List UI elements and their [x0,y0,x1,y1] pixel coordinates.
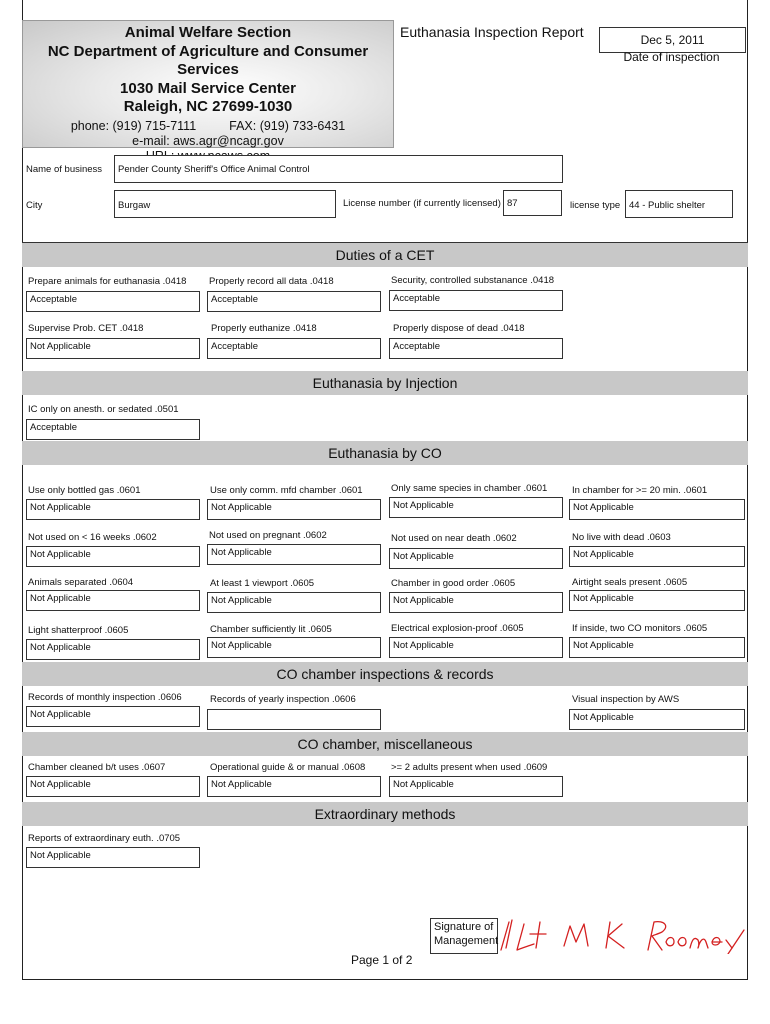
signature-label-line1: Signature of [434,921,494,933]
item-label: Animals separated .0604 [28,577,134,588]
item-field[interactable]: Not Applicable [389,592,563,613]
item-field[interactable]: Not Applicable [26,499,200,520]
agency-mail-center: 1030 Mail Service Center [120,79,296,97]
item-field[interactable]: Not Applicable [26,847,200,868]
item-field[interactable] [207,709,381,730]
item-label: Supervise Prob. CET .0418 [28,323,144,334]
item-label: Records of monthly inspection .0606 [28,692,182,703]
item-label: If inside, two CO monitors .0605 [572,623,708,634]
item-field[interactable]: Not Applicable [207,776,381,797]
license-type-field[interactable]: 44 - Public shelter [625,190,733,218]
item-label: Only same species in chamber .0601 [391,483,548,494]
item-field[interactable]: Not Applicable [207,544,381,565]
item-field[interactable]: Acceptable [207,291,381,312]
item-field[interactable]: Acceptable [389,338,563,359]
item-label: In chamber for >= 20 min. .0601 [572,485,708,496]
section-bar-injection: Euthanasia by Injection [22,371,748,395]
item-label: Not used on pregnant .0602 [209,530,327,541]
agency-department: NC Department of Agriculture and Consumer Services [47,42,369,78]
business-name-label: Name of business [26,164,103,175]
item-field[interactable]: Not Applicable [26,590,200,611]
item-label: Not used on < 16 weeks .0602 [28,532,157,543]
item-field[interactable]: Not Applicable [26,639,200,660]
item-label: Electrical explosion-proof .0605 [391,623,524,634]
section-bar-co: Euthanasia by CO [22,441,748,465]
item-field[interactable]: Not Applicable [207,499,381,520]
item-label: Chamber sufficiently lit .0605 [210,624,332,635]
item-label: Airtight seals present .0605 [572,577,688,588]
item-field[interactable]: Not Applicable [26,546,200,567]
business-name-field[interactable]: Pender County Sheriff's Office Animal Control [114,155,563,183]
license-number-label: License number (if currently licensed) [343,198,501,209]
item-field[interactable]: Not Applicable [569,546,745,567]
item-label: Chamber cleaned b/t uses .0607 [28,762,166,773]
city-field[interactable]: Burgaw [114,190,336,218]
item-field[interactable]: Not Applicable [569,709,745,730]
item-field[interactable]: Acceptable [26,291,200,312]
agency-phone: phone: (919) 715-7111 [70,118,197,133]
item-label: Records of yearly inspection .0606 [210,694,356,705]
section-bar-misc: CO chamber, miscellaneous [22,732,748,756]
report-title: Euthanasia Inspection Report [400,24,584,40]
item-field[interactable]: Not Applicable [389,637,563,658]
item-field[interactable]: Not Applicable [389,548,563,569]
item-field[interactable]: Not Applicable [569,499,745,520]
agency-fax: FAX: (919) 733-6431 [229,118,346,133]
item-field[interactable]: Not Applicable [389,497,563,518]
signature-field[interactable] [498,918,746,954]
handwritten-signature [498,918,746,954]
item-field[interactable]: Acceptable [207,338,381,359]
inspection-date-field[interactable]: Dec 5, 2011 [599,27,746,53]
inspection-date-label: Date of inspection [623,50,720,64]
city-label: City [26,200,43,211]
item-label: >= 2 adults present when used .0609 [391,762,548,773]
signature-label-line2: Management [434,934,499,947]
item-label: Reports of extraordinary euth. .0705 [28,833,181,844]
agency-section: Animal Welfare Section [124,24,292,41]
item-field[interactable]: Not Applicable [569,590,745,611]
signature-label [430,918,498,954]
item-label: Prepare animals for euthanasia .0418 [28,276,187,287]
item-label: Visual inspection by AWS [572,694,680,705]
item-label: Not used on near death .0602 [391,533,517,544]
item-field[interactable]: Not Applicable [26,706,200,727]
item-field[interactable]: Not Applicable [207,592,381,613]
license-type-label: license type [570,200,621,211]
item-label: Properly euthanize .0418 [211,323,317,334]
item-field[interactable]: Not Applicable [26,776,200,797]
agency-city: Raleigh, NC 27699-1030 [123,98,293,115]
item-label: No live with dead .0603 [572,532,671,543]
item-field[interactable]: Not Applicable [207,637,381,658]
item-label: Operational guide & or manual .0608 [210,762,366,773]
item-label: Light shatterproof .0605 [28,625,129,636]
item-field[interactable]: Not Applicable [389,776,563,797]
item-label: Security, controlled substanance .0418 [391,275,555,286]
section-bar-extraordinary: Extraordinary methods [22,802,748,826]
item-field[interactable]: Not Applicable [569,637,745,658]
page-number: Page 1 of 2 [351,953,413,967]
item-label: Use only comm. mfd chamber .0601 [210,485,363,496]
section-bar-records: CO chamber inspections & records [22,662,748,686]
section-bar-duties: Duties of a CET [22,243,748,267]
item-label: Properly dispose of dead .0418 [393,323,525,334]
item-field[interactable]: Not Applicable [26,338,200,359]
agency-email: e-mail: aws.agr@ncagr.gov [132,133,284,148]
item-label: IC only on anesth. or sedated .0501 [28,404,179,415]
item-field[interactable]: Acceptable [26,419,200,440]
agency-header [22,20,394,148]
item-label: Use only bottled gas .0601 [28,485,141,496]
license-number-field[interactable]: 87 [503,190,562,216]
item-label: At least 1 viewport .0605 [210,578,315,589]
item-label: Chamber in good order .0605 [391,578,516,589]
item-field[interactable]: Acceptable [389,290,563,311]
item-label: Properly record all data .0418 [209,276,334,287]
